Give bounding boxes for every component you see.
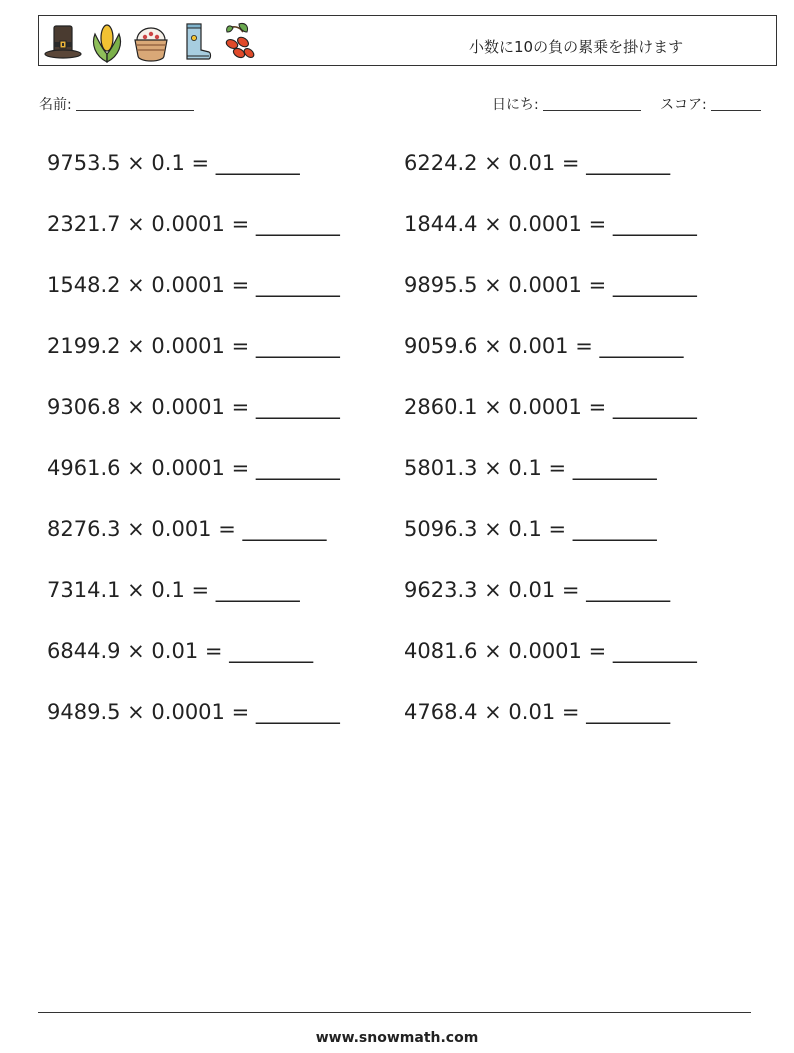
problem-item: 6224.2 × 0.01 = ________ xyxy=(404,151,671,175)
date-label: 日にち: xyxy=(492,97,539,113)
problem-item: 8276.3 × 0.001 = ________ xyxy=(47,517,327,541)
problem-item: 5096.3 × 0.1 = ________ xyxy=(404,517,657,541)
problem-item: 1844.4 × 0.0001 = ________ xyxy=(404,212,697,236)
corn-icon xyxy=(87,20,127,64)
problem-item: 2321.7 × 0.0001 = ________ xyxy=(47,212,340,236)
worksheet-header xyxy=(38,15,777,66)
rain-boot-icon xyxy=(175,20,215,64)
worksheet-title: 小数に10の負の累乗を掛けます xyxy=(469,38,684,56)
problem-item: 6844.9 × 0.01 = ________ xyxy=(47,639,314,663)
footer-url: www.snowmath.com xyxy=(315,1030,479,1046)
problem-item: 9895.5 × 0.0001 = ________ xyxy=(404,273,697,297)
problem-item: 4081.6 × 0.0001 = ________ xyxy=(404,639,697,663)
date-field[interactable] xyxy=(492,94,641,114)
problem-item: 9059.6 × 0.001 = ________ xyxy=(404,334,684,358)
problem-item: 4768.4 × 0.01 = ________ xyxy=(404,700,671,724)
name-line[interactable] xyxy=(76,96,194,111)
problem-item: 7314.1 × 0.1 = ________ xyxy=(47,578,300,602)
score-line[interactable] xyxy=(711,96,761,111)
name-label: 名前: xyxy=(39,97,72,113)
problem-item: 9489.5 × 0.0001 = ________ xyxy=(47,700,340,724)
pie-basket-icon xyxy=(131,20,171,64)
name-field[interactable] xyxy=(39,94,194,114)
problem-item: 2199.2 × 0.0001 = ________ xyxy=(47,334,340,358)
footer-divider xyxy=(38,1012,751,1013)
problem-item: 9306.8 × 0.0001 = ________ xyxy=(47,395,340,419)
score-label: スコア: xyxy=(660,97,707,113)
problem-item: 9753.5 × 0.1 = ________ xyxy=(47,151,300,175)
problem-item: 5801.3 × 0.1 = ________ xyxy=(404,456,657,480)
score-field[interactable] xyxy=(660,94,761,114)
problem-item: 1548.2 × 0.0001 = ________ xyxy=(47,273,340,297)
header-icons xyxy=(43,20,259,64)
pilgrim-hat-icon xyxy=(43,20,83,64)
date-line[interactable] xyxy=(543,96,641,111)
problem-item: 4961.6 × 0.0001 = ________ xyxy=(47,456,340,480)
problem-item: 2860.1 × 0.0001 = ________ xyxy=(404,395,697,419)
berries-icon xyxy=(219,20,259,64)
problem-item: 9623.3 × 0.01 = ________ xyxy=(404,578,671,602)
problem-grid xyxy=(47,145,767,755)
